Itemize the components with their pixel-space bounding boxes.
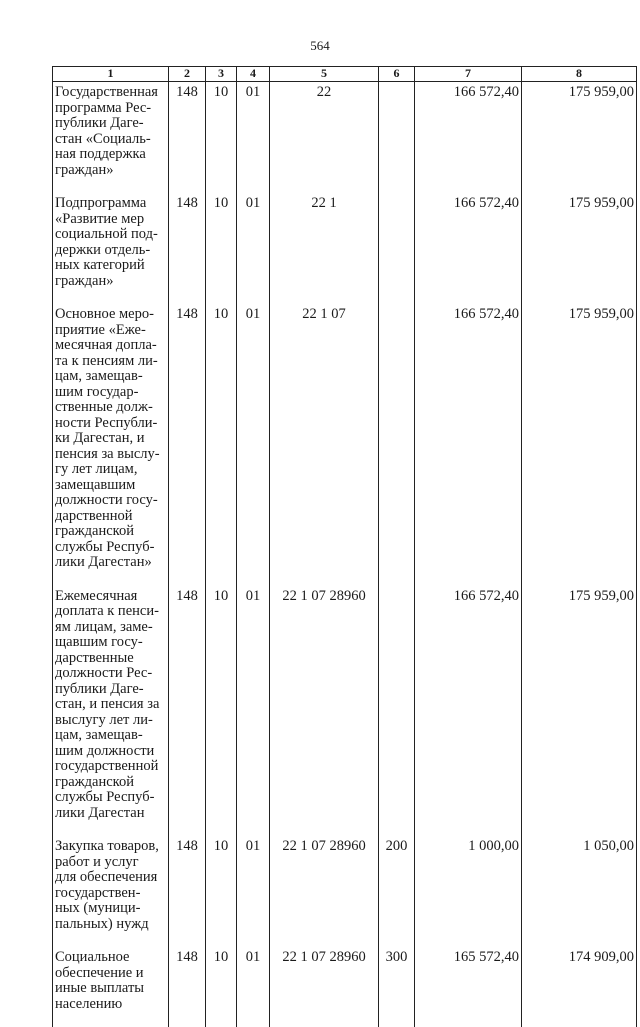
table-row: [53, 304, 637, 586]
table-cell: 10: [206, 947, 237, 1027]
col-header: 2: [169, 67, 206, 82]
table-cell: 148: [169, 586, 206, 837]
table-cell: 10: [206, 586, 237, 837]
col-header: 4: [237, 67, 270, 82]
row-name: Ежемесячная доплата к пенси- ям лицам, заме- щавшим госу- дарственные должности Рес- публики Даге- стан, и пенсия за выслугу лет ли- цам, замещав- шим должности государственной гражданской службы Респуб- лики Дагестан: [53, 586, 169, 837]
table-cell: 166 572,40: [415, 82, 522, 194]
col-header: 1: [53, 67, 169, 82]
table-cell: 200: [379, 836, 415, 947]
header-row: [53, 67, 637, 82]
table-cell: 10: [206, 836, 237, 947]
table-cell: 22 1 07: [270, 304, 379, 586]
table-cell: 175 959,00: [522, 193, 637, 304]
col-header: 7: [415, 67, 522, 82]
table-cell: 175 959,00: [522, 82, 637, 194]
table-cell: 10: [206, 82, 237, 194]
table-row: [53, 193, 637, 304]
table-cell: 10: [206, 193, 237, 304]
row-name: Государственная программа Рес- публики Даге- стан «Социаль- ная поддержка граждан»: [53, 82, 169, 194]
table-row: [53, 586, 637, 837]
table-cell: 01: [237, 193, 270, 304]
table-cell: 01: [237, 836, 270, 947]
table-cell: [379, 193, 415, 304]
table-cell: 148: [169, 947, 206, 1027]
table-cell: 1 050,00: [522, 836, 637, 947]
table-cell: 01: [237, 586, 270, 837]
col-header: 8: [522, 67, 637, 82]
col-header: 6: [379, 67, 415, 82]
table-cell: 148: [169, 193, 206, 304]
table-cell: 01: [237, 82, 270, 194]
table-cell: 22: [270, 82, 379, 194]
table-cell: 175 959,00: [522, 304, 637, 586]
row-name: Закупка товаров, работ и услуг для обеспечения государствен- ных (муници- пальных) нужд: [53, 836, 169, 947]
table-cell: 1 000,00: [415, 836, 522, 947]
table-cell: 22 1: [270, 193, 379, 304]
table-cell: 01: [237, 947, 270, 1027]
page-number: 564: [310, 38, 330, 53]
table-cell: [379, 82, 415, 194]
col-header: 3: [206, 67, 237, 82]
row-name: Социальное обеспечение и иные выплаты населению: [53, 947, 169, 1027]
table-cell: 166 572,40: [415, 193, 522, 304]
table-cell: 175 959,00: [522, 586, 637, 837]
table-cell: 22 1 07 28960: [270, 586, 379, 837]
table-cell: [379, 586, 415, 837]
table-row: [53, 82, 637, 194]
table-cell: 300: [379, 947, 415, 1027]
budget-table: [52, 66, 637, 1027]
table-row: [53, 947, 637, 1027]
table-row: [53, 836, 637, 947]
table-cell: 01: [237, 304, 270, 586]
row-name: Основное меро- приятие «Еже- месячная допла- та к пенсиям ли- цам, замещав- шим государ- ственные долж- ности Республи- ки Дагестан, и пенсия за выслу- гу лет лицам, замещавшим должности госу- дарственной гражданской службы Респуб- лики Дагестан»: [53, 304, 169, 586]
table-cell: 148: [169, 304, 206, 586]
table-cell: [379, 304, 415, 586]
table-cell: 165 572,40: [415, 947, 522, 1027]
table-cell: 22 1 07 28960: [270, 947, 379, 1027]
table-cell: 22 1 07 28960: [270, 836, 379, 947]
table-cell: 174 909,00: [522, 947, 637, 1027]
table-cell: 10: [206, 304, 237, 586]
table-cell: 166 572,40: [415, 586, 522, 837]
row-name: Подпрограмма «Развитие мер социальной под- держки отдель- ных категорий граждан»: [53, 193, 169, 304]
table-cell: 148: [169, 82, 206, 194]
col-header: 5: [270, 67, 379, 82]
table-cell: 166 572,40: [415, 304, 522, 586]
table-cell: 148: [169, 836, 206, 947]
